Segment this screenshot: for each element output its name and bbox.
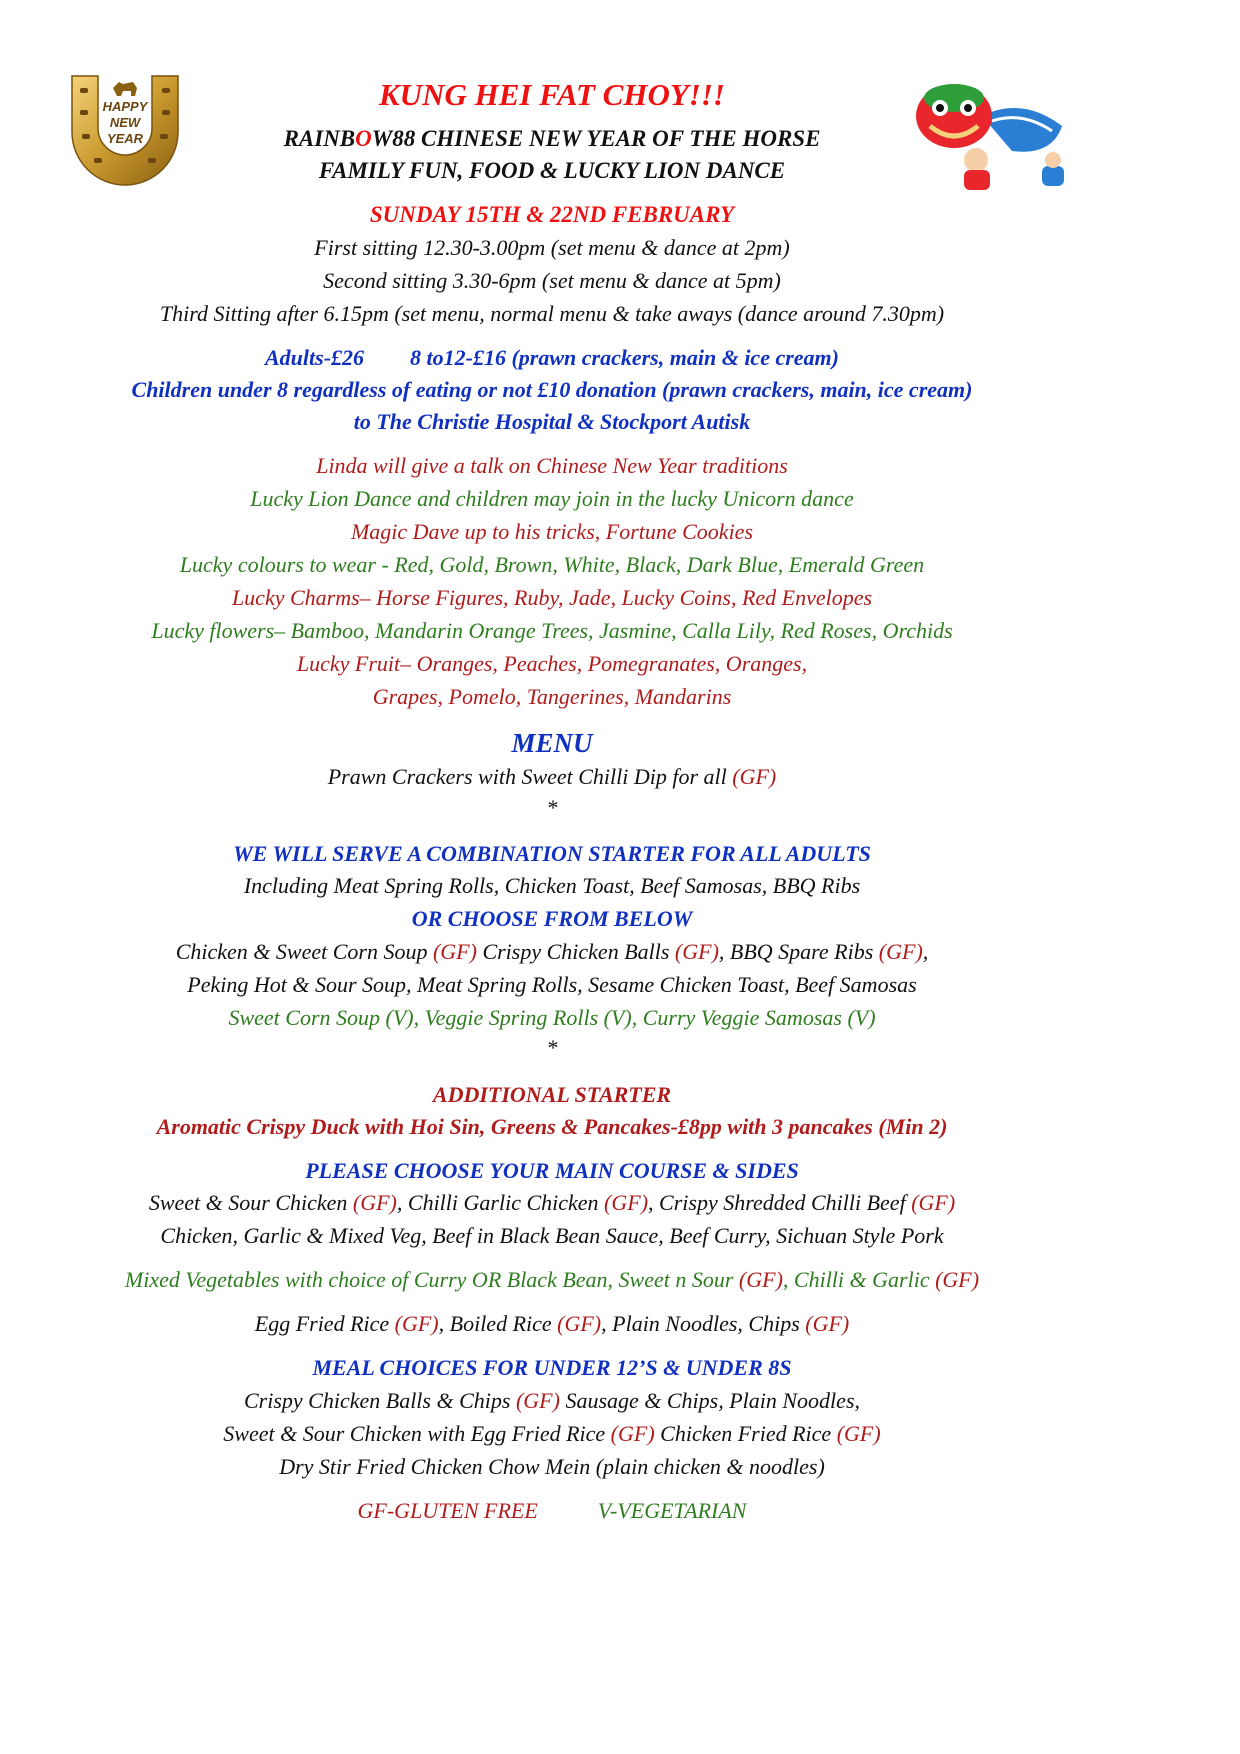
gf-tag: (GF) — [732, 764, 777, 789]
event-dates: SUNDAY 15TH & 22ND FEBRUARY — [369, 202, 735, 227]
starters-line: Peking Hot & Sour Soup, Meat Spring Rolls, Sesame Chicken Toast, Beef Samosas — [187, 972, 917, 997]
adult-price: Adults-£26 — [265, 345, 365, 370]
veg-item: Mixed Vegetables with choice of Curry OR Black Bean, Sweet n Sour — [124, 1267, 739, 1292]
mains-line — [0, 1189, 1104, 1217]
event-name-o: O — [355, 126, 372, 151]
gf-tag: (GF) — [557, 1311, 602, 1336]
page-title: KUNG HEI FAT CHOY!!! — [379, 77, 725, 112]
sides-line — [0, 1310, 1104, 1338]
kids-line — [0, 1387, 1104, 1415]
veg-starters-line: Sweet Corn Soup (V), Veggie Spring Rolls (V), Curry Veggie Samosas (V) — [228, 1005, 876, 1030]
gf-tag: (GF) — [394, 1311, 439, 1336]
gf-tag: (GF) — [352, 1190, 397, 1215]
gf-tag: (GF) — [604, 1190, 649, 1215]
prawn-line — [0, 763, 1104, 791]
gf-tag: (GF) — [805, 1311, 850, 1336]
event-name-part: RAINB — [283, 126, 356, 151]
kids-item: Sausage & Chips, Plain Noodles, — [559, 1388, 860, 1413]
additional-heading: ADDITIONAL STARTER — [432, 1082, 672, 1107]
kids-item: Chicken Fried Rice — [654, 1421, 837, 1446]
or-heading: OR CHOOSE FROM BELOW — [411, 906, 693, 931]
starter-item: , — [922, 939, 929, 964]
kids-line: Dry Stir Fried Chicken Chow Mein (plain chicken & noodles) — [279, 1454, 825, 1479]
kids-price: 8 to12-£16 (prawn crackers, main & ice cream) — [410, 345, 839, 370]
starter-item: Crispy Chicken Balls — [476, 939, 675, 964]
children-price: Children under 8 regardless of eating or not £10 donation (prawn crackers, main, ice cream) — [131, 377, 973, 402]
activity-line: Grapes, Pomelo, Tangerines, Mandarins — [372, 684, 732, 709]
kids-item: Crispy Chicken Balls & Chips — [244, 1388, 516, 1413]
sitting-line: Third Sitting after 6.15pm (set menu, normal menu & take aways (dance around 7.30pm) — [159, 301, 945, 326]
gf-tag: (GF) — [432, 939, 477, 964]
sitting-line: First sitting 12.30-3.00pm (set menu & dance at 2pm) — [314, 235, 790, 260]
duck-line: Aromatic Crispy Duck with Hoi Sin, Greens & Pancakes-£8pp with 3 pancakes (Min 2) — [156, 1114, 948, 1139]
gf-tag: (GF) — [878, 939, 923, 964]
veg-item: , Chilli & Garlic — [782, 1267, 936, 1292]
kids-heading: MEAL CHOICES FOR UNDER 12’S & UNDER 8S — [312, 1355, 792, 1380]
svg-text:HAPPY: HAPPY — [102, 99, 148, 114]
veg-line — [0, 1266, 1104, 1294]
activity-line: Lucky flowers– Bamboo, Mandarin Orange Trees, Jasmine, Calla Lily, Red Roses, Orchids — [151, 618, 953, 643]
legend-gf: GF-GLUTEN FREE — [357, 1498, 538, 1523]
price-line — [0, 344, 1104, 372]
prawn-text: Prawn Crackers with Sweet Chilli Dip for all — [327, 764, 733, 789]
gf-tag: (GF) — [674, 939, 719, 964]
mains-line: Chicken, Garlic & Mixed Veg, Beef in Black Bean Sauce, Beef Curry, Sichuan Style Pork — [160, 1223, 944, 1248]
activity-line: Lucky Charms– Horse Figures, Ruby, Jade, Lucky Coins, Red Envelopes — [231, 585, 873, 610]
kids-line — [0, 1420, 1104, 1448]
activity-line: Linda will give a talk on Chinese New Year traditions — [316, 453, 788, 478]
main-item: Sweet & Sour Chicken — [148, 1190, 353, 1215]
svg-text:YEAR: YEAR — [106, 131, 144, 146]
side-item: , Plain Noodles, Chips — [601, 1311, 806, 1336]
combo-heading: WE WILL SERVE A COMBINATION STARTER FOR ALL ADULTS — [233, 841, 871, 866]
menu-heading: MENU — [511, 728, 593, 758]
side-item: Egg Fried Rice — [254, 1311, 395, 1336]
gf-tag: (GF) — [738, 1267, 783, 1292]
side-item: , Boiled Rice — [438, 1311, 558, 1336]
activity-line: Lucky colours to wear - Red, Gold, Brown, White, Black, Dark Blue, Emerald Green — [179, 552, 925, 577]
event-name-part: W88 CHINESE NEW YEAR OF THE HORSE — [371, 126, 821, 151]
event-subtitle: FAMILY FUN, FOOD & LUCKY LION DANCE — [318, 158, 786, 183]
activity-line: Lucky Lion Dance and children may join in the lucky Unicorn dance — [250, 486, 854, 511]
starter-item: Chicken & Sweet Corn Soup — [175, 939, 433, 964]
main-item: , Crispy Shredded Chilli Beef — [648, 1190, 912, 1215]
gf-tag: (GF) — [515, 1388, 560, 1413]
gf-tag: (GF) — [935, 1267, 980, 1292]
separator-star: * — [546, 1035, 558, 1060]
gf-tag: (GF) — [610, 1421, 655, 1446]
event-name — [0, 125, 1104, 153]
kids-item: Sweet & Sour Chicken with Egg Fried Rice — [223, 1421, 611, 1446]
sitting-line: Second sitting 3.30-6pm (set menu & dance at 5pm) — [323, 268, 781, 293]
charity-line: to The Christie Hospital & Stockport Autisk — [353, 409, 751, 434]
starter-item: , BBQ Spare Ribs — [718, 939, 879, 964]
combo-items: Including Meat Spring Rolls, Chicken Toast, Beef Samosas, BBQ Ribs — [243, 873, 861, 898]
gf-tag: (GF) — [836, 1421, 881, 1446]
legend-v: V-VEGETARIAN — [597, 1498, 747, 1523]
activity-line: Lucky Fruit– Oranges, Peaches, Pomegranates, Oranges, — [296, 651, 808, 676]
legend — [0, 1497, 1104, 1525]
activity-line: Magic Dave up to his tricks, Fortune Cookies — [350, 519, 754, 544]
starters-line — [0, 938, 1104, 966]
main-item: , Chilli Garlic Chicken — [396, 1190, 605, 1215]
separator-star: * — [546, 795, 558, 820]
main-heading: PLEASE CHOOSE YOUR MAIN COURSE & SIDES — [305, 1158, 799, 1183]
gf-tag: (GF) — [911, 1190, 956, 1215]
svg-text:NEW: NEW — [109, 115, 141, 130]
